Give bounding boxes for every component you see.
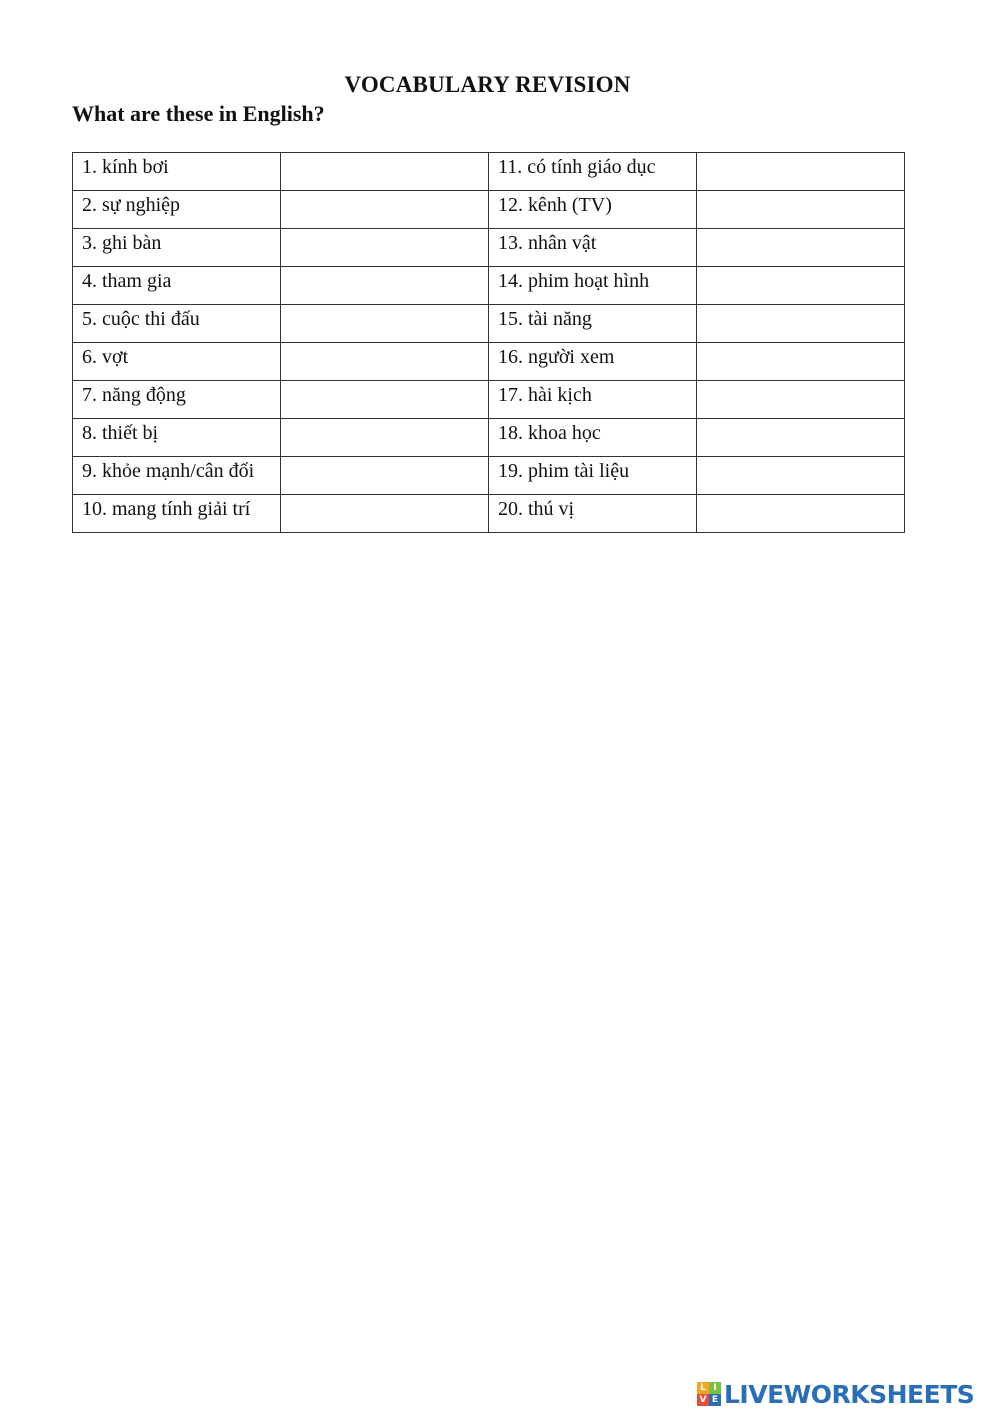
table-row — [73, 495, 905, 533]
answer-cell[interactable] — [281, 495, 489, 533]
answer-cell[interactable] — [697, 191, 905, 229]
answer-cell[interactable] — [281, 153, 489, 191]
answer-cell[interactable] — [281, 343, 489, 381]
answer-cell[interactable] — [281, 419, 489, 457]
vietnamese-term-cell: 12. kênh (TV) — [489, 191, 697, 229]
vietnamese-term-cell: 16. người xem — [489, 343, 697, 381]
table-row — [73, 381, 905, 419]
logo-icon-tile: E — [709, 1394, 721, 1406]
answer-cell[interactable] — [281, 267, 489, 305]
vietnamese-term-cell: 4. tham gia — [73, 267, 281, 305]
logo-icon-tile: L — [697, 1382, 709, 1394]
answer-cell[interactable] — [697, 495, 905, 533]
answer-cell[interactable] — [697, 229, 905, 267]
answer-cell[interactable] — [697, 457, 905, 495]
vietnamese-term-cell: 17. hài kịch — [489, 381, 697, 419]
worksheet-instruction: What are these in English? — [72, 101, 325, 126]
vietnamese-term-cell: 7. năng động — [73, 381, 281, 419]
table-row — [73, 267, 905, 305]
answer-cell[interactable] — [281, 305, 489, 343]
answer-cell[interactable] — [697, 267, 905, 305]
answer-cell[interactable] — [697, 419, 905, 457]
vietnamese-term-cell: 14. phim hoạt hình — [489, 267, 697, 305]
vietnamese-term-cell: 5. cuộc thi đấu — [73, 305, 281, 343]
vietnamese-term-cell: 15. tài năng — [489, 305, 697, 343]
answer-cell[interactable] — [281, 457, 489, 495]
vietnamese-term-cell: 18. khoa học — [489, 419, 697, 457]
vietnamese-term-cell: 9. khỏe mạnh/cân đối — [73, 457, 281, 495]
vietnamese-term-cell: 2. sự nghiệp — [73, 191, 281, 229]
table-row — [73, 419, 905, 457]
liveworksheets-logo-icon — [697, 1382, 721, 1406]
answer-cell[interactable] — [281, 229, 489, 267]
vietnamese-term-cell: 6. vợt — [73, 343, 281, 381]
worksheet-title: VOCABULARY REVISION — [344, 72, 631, 97]
vietnamese-term-cell: 19. phim tài liệu — [489, 457, 697, 495]
vietnamese-term-cell: 10. mang tính giải trí — [73, 495, 281, 533]
logo-icon-tile: I — [709, 1382, 721, 1394]
answer-cell[interactable] — [697, 381, 905, 419]
liveworksheets-logo — [697, 1378, 974, 1410]
table-row — [73, 153, 905, 191]
answer-cell[interactable] — [697, 305, 905, 343]
answer-cell[interactable] — [281, 381, 489, 419]
vietnamese-term-cell: 1. kính bơi — [73, 153, 281, 191]
vietnamese-term-cell: 20. thú vị — [489, 495, 697, 533]
vietnamese-term-cell: 11. có tính giáo dục — [489, 153, 697, 191]
table-row — [73, 305, 905, 343]
table-row — [73, 343, 905, 381]
answer-cell[interactable] — [697, 153, 905, 191]
table-row — [73, 229, 905, 267]
vocabulary-table — [72, 152, 905, 533]
answer-cell[interactable] — [697, 343, 905, 381]
answer-cell[interactable] — [281, 191, 489, 229]
liveworksheets-logo-text: LIVEWORKSHEETS — [724, 1379, 975, 1409]
vietnamese-term-cell: 3. ghi bàn — [73, 229, 281, 267]
vietnamese-term-cell: 8. thiết bị — [73, 419, 281, 457]
table-row — [73, 191, 905, 229]
table-row — [73, 457, 905, 495]
vietnamese-term-cell: 13. nhân vật — [489, 229, 697, 267]
logo-icon-tile: V — [697, 1394, 709, 1406]
